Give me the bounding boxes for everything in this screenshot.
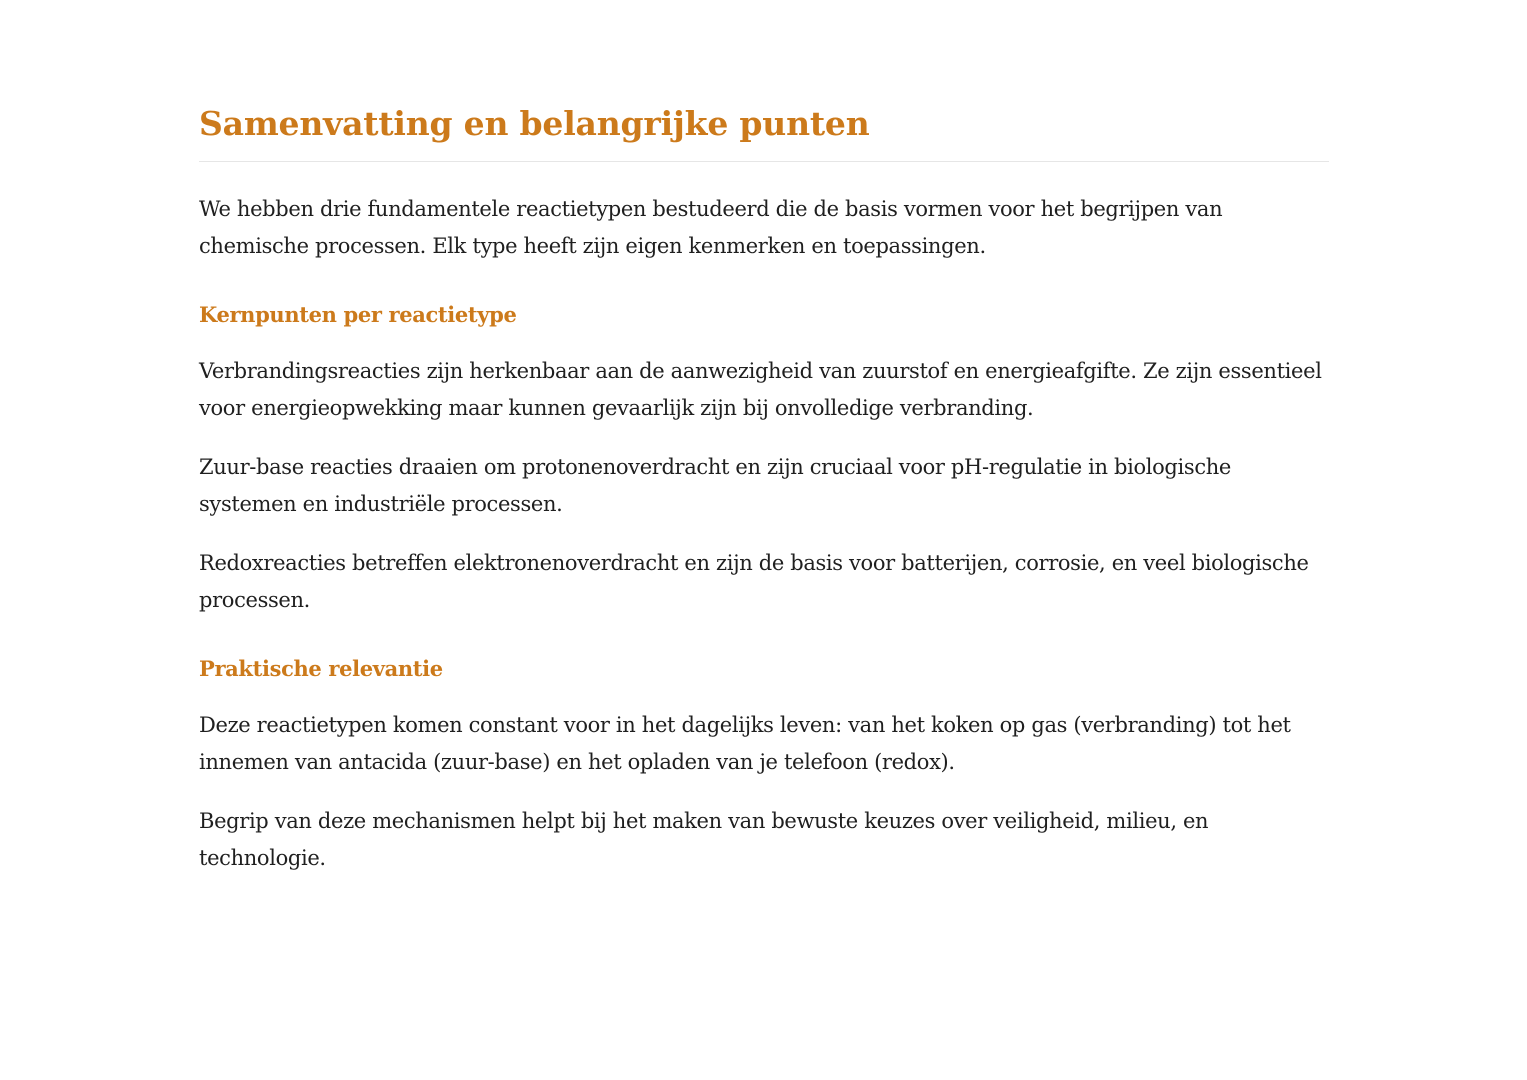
intro-paragraph: We hebben drie fundamentele reactietypen bestudeerd die de basis vormen voor het begrijpen van chemische processen. Elk type heeft zijn eigen kenmerken en toepassingen. xyxy=(199,197,1223,258)
paragraph-verbranding: Verbrandingsreacties zijn herkenbaar aan de aanwezigheid van zuurstof en energieafgifte. Ze zijn essentieel voor energieopwekking maar kunnen gevaarlijk zijn bij onvolledige verbranding. xyxy=(199,359,1322,420)
section-heading-kernpunten: Kernpunten per reactietype xyxy=(199,302,517,327)
paragraph-zuur-base: Zuur-base reacties draaien om protonenoverdracht en zijn cruciaal voor pH-regulatie in biologische systemen en industriële processen. xyxy=(199,455,1231,516)
paragraph-redox: Redoxreacties betreffen elektronenoverdracht en zijn de basis voor batterijen, corrosie, en veel biologische processen. xyxy=(199,551,1309,612)
document-content xyxy=(199,96,1329,877)
paragraph-begrip: Begrip van deze mechanismen helpt bij het maken van bewuste keuzes over veiligheid, milieu, en technologie. xyxy=(199,809,1209,870)
title-divider xyxy=(199,161,1329,162)
page-title: Samenvatting en belangrijke punten xyxy=(199,104,870,143)
paragraph-dagelijks-leven: Deze reactietypen komen constant voor in het dagelijks leven: van het koken op gas (verbranding) tot het innemen van antacida (zuur-base) en het opladen van je telefoon (redox). xyxy=(199,713,1291,774)
section-heading-praktische-relevantie: Praktische relevantie xyxy=(199,656,443,681)
